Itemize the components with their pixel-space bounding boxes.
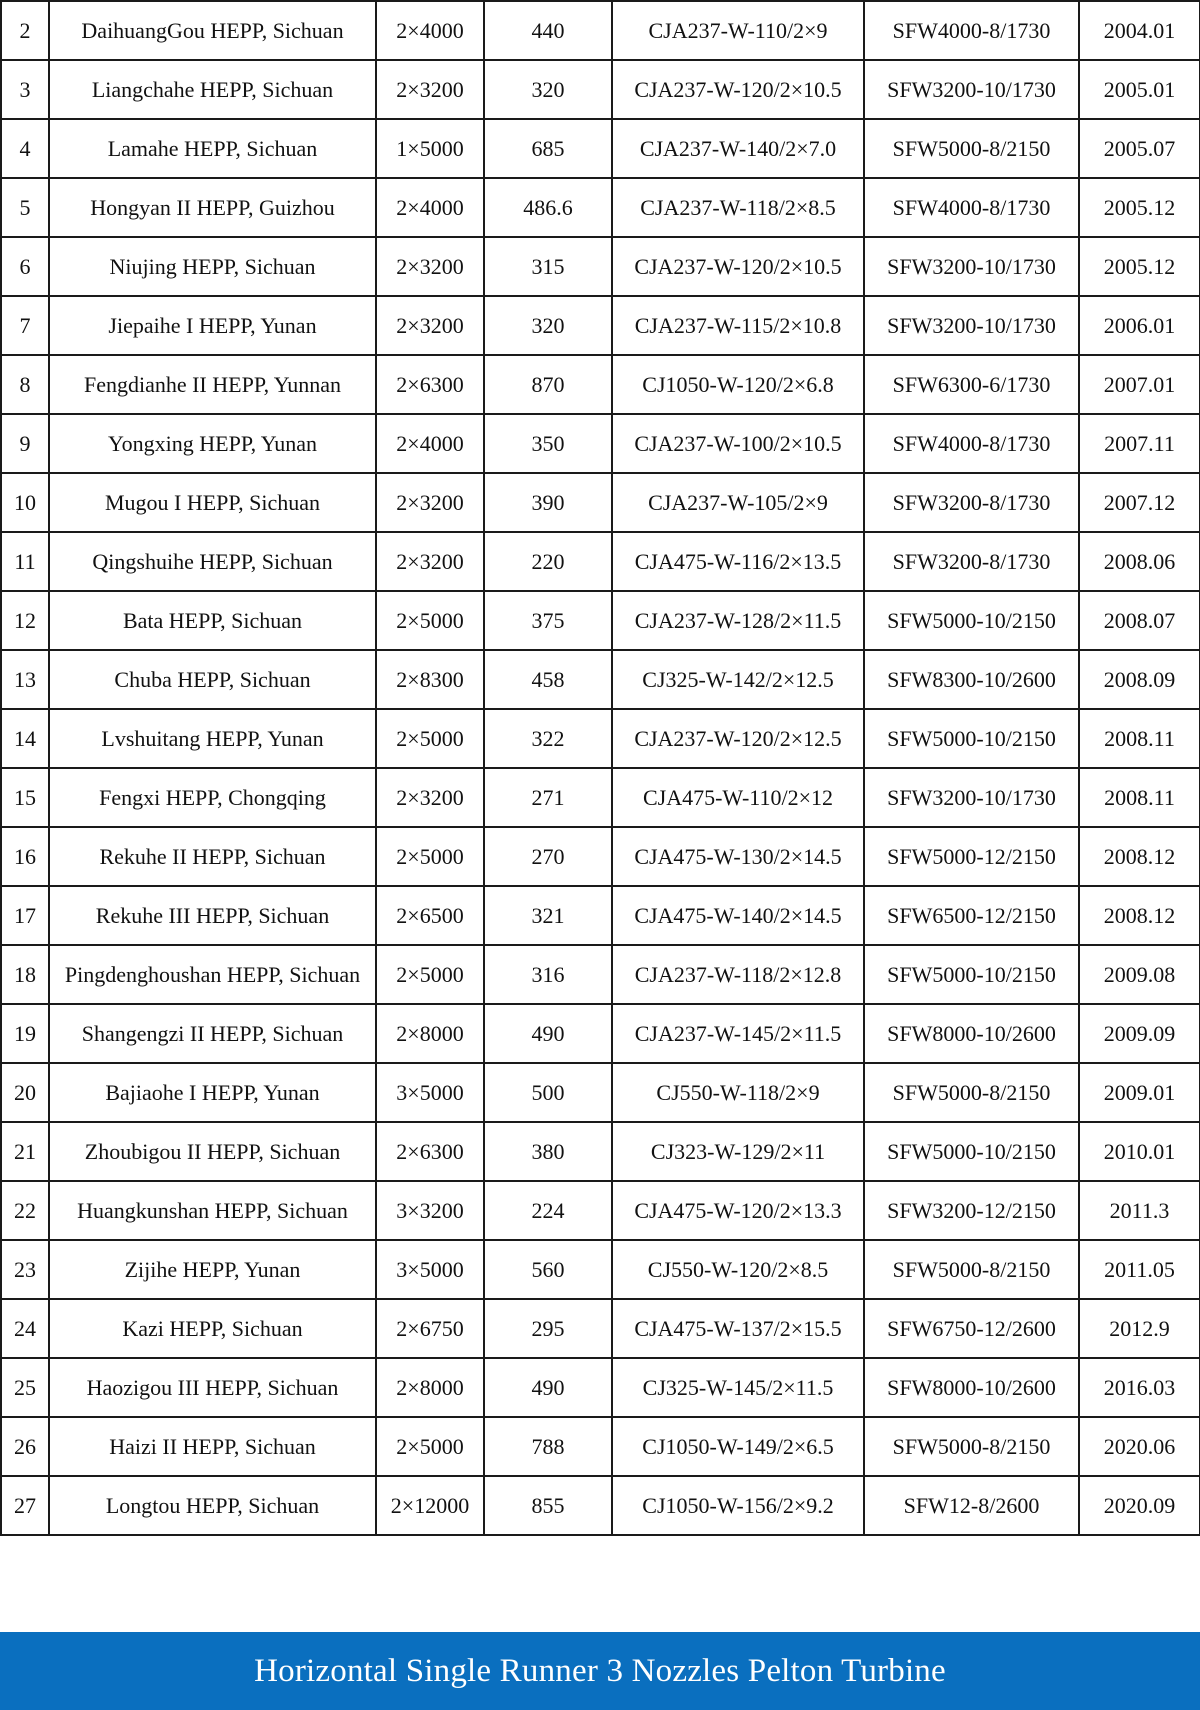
- unit-capacity-cell: 2×5000: [376, 709, 484, 768]
- unit-capacity-cell: 3×5000: [376, 1240, 484, 1299]
- turbine-model-cell: CJ323-W-129/2×11: [612, 1122, 864, 1181]
- commissioning-date-cell: 2007.12: [1079, 473, 1200, 532]
- station-name-cell: Qingshuihe HEPP, Sichuan: [49, 532, 376, 591]
- table-row: [1, 532, 1200, 591]
- commissioning-date-cell: 2008.06: [1079, 532, 1200, 591]
- rated-head-cell: 560: [484, 1240, 612, 1299]
- row-number-cell: 16: [1, 827, 49, 886]
- generator-model-cell: SFW4000-8/1730: [864, 178, 1079, 237]
- commissioning-date-cell: 2008.07: [1079, 591, 1200, 650]
- row-number-cell: 6: [1, 237, 49, 296]
- turbine-model-cell: CJ1050-W-156/2×9.2: [612, 1476, 864, 1535]
- turbine-model-cell: CJA475-W-120/2×13.3: [612, 1181, 864, 1240]
- generator-model-cell: SFW3200-10/1730: [864, 60, 1079, 119]
- station-name-cell: Kazi HEPP, Sichuan: [49, 1299, 376, 1358]
- row-number-cell: 25: [1, 1358, 49, 1417]
- unit-capacity-cell: 2×12000: [376, 1476, 484, 1535]
- row-number-cell: 10: [1, 473, 49, 532]
- row-number-cell: 13: [1, 650, 49, 709]
- rated-head-cell: 490: [484, 1004, 612, 1063]
- table-row: [1, 1299, 1200, 1358]
- station-name-cell: Lvshuitang HEPP, Yunan: [49, 709, 376, 768]
- rated-head-cell: 220: [484, 532, 612, 591]
- commissioning-date-cell: 2016.03: [1079, 1358, 1200, 1417]
- station-name-cell: Mugou I HEPP, Sichuan: [49, 473, 376, 532]
- station-name-cell: Rekuhe III HEPP, Sichuan: [49, 886, 376, 945]
- generator-model-cell: SFW6750-12/2600: [864, 1299, 1079, 1358]
- table-row: [1, 1417, 1200, 1476]
- generator-model-cell: SFW5000-10/2150: [864, 591, 1079, 650]
- commissioning-date-cell: 2008.09: [1079, 650, 1200, 709]
- turbine-model-cell: CJA237-W-145/2×11.5: [612, 1004, 864, 1063]
- commissioning-date-cell: 2007.01: [1079, 355, 1200, 414]
- generator-model-cell: SFW3200-10/1730: [864, 296, 1079, 355]
- unit-capacity-cell: 1×5000: [376, 119, 484, 178]
- rated-head-cell: 685: [484, 119, 612, 178]
- turbine-model-cell: CJA475-W-110/2×12: [612, 768, 864, 827]
- table-row: [1, 827, 1200, 886]
- rated-head-cell: 320: [484, 296, 612, 355]
- unit-capacity-cell: 2×6750: [376, 1299, 484, 1358]
- turbine-model-cell: CJ550-W-120/2×8.5: [612, 1240, 864, 1299]
- rated-head-cell: 458: [484, 650, 612, 709]
- turbine-model-cell: CJA237-W-118/2×8.5: [612, 178, 864, 237]
- unit-capacity-cell: 2×5000: [376, 827, 484, 886]
- unit-capacity-cell: 3×5000: [376, 1063, 484, 1122]
- turbine-model-cell: CJA475-W-116/2×13.5: [612, 532, 864, 591]
- unit-capacity-cell: 2×8000: [376, 1358, 484, 1417]
- table-row: [1, 591, 1200, 650]
- rated-head-cell: 320: [484, 60, 612, 119]
- commissioning-date-cell: 2020.09: [1079, 1476, 1200, 1535]
- turbine-model-cell: CJA237-W-120/2×12.5: [612, 709, 864, 768]
- unit-capacity-cell: 3×3200: [376, 1181, 484, 1240]
- rated-head-cell: 390: [484, 473, 612, 532]
- station-name-cell: Liangchahe HEPP, Sichuan: [49, 60, 376, 119]
- commissioning-date-cell: 2005.12: [1079, 237, 1200, 296]
- generator-model-cell: SFW3200-12/2150: [864, 1181, 1079, 1240]
- row-number-cell: 4: [1, 119, 49, 178]
- table-row: [1, 886, 1200, 945]
- turbine-model-cell: CJA237-W-120/2×10.5: [612, 237, 864, 296]
- row-number-cell: 21: [1, 1122, 49, 1181]
- commissioning-date-cell: 2005.12: [1079, 178, 1200, 237]
- table-row: [1, 237, 1200, 296]
- unit-capacity-cell: 2×3200: [376, 768, 484, 827]
- turbine-model-cell: CJA475-W-130/2×14.5: [612, 827, 864, 886]
- station-name-cell: Fengxi HEPP, Chongqing: [49, 768, 376, 827]
- table-row: [1, 414, 1200, 473]
- commissioning-date-cell: 2005.01: [1079, 60, 1200, 119]
- commissioning-date-cell: 2008.12: [1079, 827, 1200, 886]
- rated-head-cell: 321: [484, 886, 612, 945]
- rated-head-cell: 788: [484, 1417, 612, 1476]
- generator-model-cell: SFW8300-10/2600: [864, 650, 1079, 709]
- rated-head-cell: 375: [484, 591, 612, 650]
- table-row: [1, 650, 1200, 709]
- commissioning-date-cell: 2011.05: [1079, 1240, 1200, 1299]
- turbine-model-cell: CJ550-W-118/2×9: [612, 1063, 864, 1122]
- unit-capacity-cell: 2×5000: [376, 945, 484, 1004]
- row-number-cell: 7: [1, 296, 49, 355]
- table-row: [1, 296, 1200, 355]
- row-number-cell: 24: [1, 1299, 49, 1358]
- rated-head-cell: 870: [484, 355, 612, 414]
- generator-model-cell: SFW3200-8/1730: [864, 532, 1079, 591]
- unit-capacity-cell: 2×3200: [376, 473, 484, 532]
- unit-capacity-cell: 2×6300: [376, 355, 484, 414]
- turbine-model-cell: CJ325-W-142/2×12.5: [612, 650, 864, 709]
- table-row: [1, 1004, 1200, 1063]
- row-number-cell: 14: [1, 709, 49, 768]
- table-row: [1, 1122, 1200, 1181]
- row-number-cell: 8: [1, 355, 49, 414]
- table-row: [1, 355, 1200, 414]
- turbine-model-cell: CJ325-W-145/2×11.5: [612, 1358, 864, 1417]
- generator-model-cell: SFW5000-10/2150: [864, 1122, 1079, 1181]
- station-name-cell: Haizi II HEPP, Sichuan: [49, 1417, 376, 1476]
- table-row: [1, 1063, 1200, 1122]
- row-number-cell: 26: [1, 1417, 49, 1476]
- unit-capacity-cell: 2×3200: [376, 296, 484, 355]
- generator-model-cell: SFW5000-8/2150: [864, 119, 1079, 178]
- unit-capacity-cell: 2×3200: [376, 237, 484, 296]
- station-name-cell: Niujing HEPP, Sichuan: [49, 237, 376, 296]
- turbine-model-cell: CJ1050-W-120/2×6.8: [612, 355, 864, 414]
- station-name-cell: Jiepaihe I HEPP, Yunan: [49, 296, 376, 355]
- row-number-cell: 11: [1, 532, 49, 591]
- row-number-cell: 18: [1, 945, 49, 1004]
- row-number-cell: 22: [1, 1181, 49, 1240]
- generator-model-cell: SFW5000-10/2150: [864, 709, 1079, 768]
- rated-head-cell: 322: [484, 709, 612, 768]
- rated-head-cell: 490: [484, 1358, 612, 1417]
- turbine-model-cell: CJA237-W-100/2×10.5: [612, 414, 864, 473]
- row-number-cell: 12: [1, 591, 49, 650]
- unit-capacity-cell: 2×4000: [376, 1, 484, 60]
- unit-capacity-cell: 2×6300: [376, 1122, 484, 1181]
- commissioning-date-cell: 2009.01: [1079, 1063, 1200, 1122]
- rated-head-cell: 440: [484, 1, 612, 60]
- turbine-model-cell: CJA237-W-128/2×11.5: [612, 591, 864, 650]
- row-number-cell: 17: [1, 886, 49, 945]
- rated-head-cell: 380: [484, 1122, 612, 1181]
- station-name-cell: Rekuhe II HEPP, Sichuan: [49, 827, 376, 886]
- generator-model-cell: SFW5000-8/2150: [864, 1417, 1079, 1476]
- table-row: [1, 709, 1200, 768]
- turbine-model-cell: CJA237-W-140/2×7.0: [612, 119, 864, 178]
- row-number-cell: 15: [1, 768, 49, 827]
- unit-capacity-cell: 2×3200: [376, 60, 484, 119]
- generator-model-cell: SFW8000-10/2600: [864, 1004, 1079, 1063]
- table-row: [1, 60, 1200, 119]
- turbine-model-cell: CJA237-W-118/2×12.8: [612, 945, 864, 1004]
- section-title: Horizontal Single Runner 3 Nozzles Pelton Turbine: [254, 1652, 946, 1689]
- table-row: [1, 945, 1200, 1004]
- station-name-cell: Chuba HEPP, Sichuan: [49, 650, 376, 709]
- turbine-model-cell: CJ1050-W-149/2×6.5: [612, 1417, 864, 1476]
- station-name-cell: Lamahe HEPP, Sichuan: [49, 119, 376, 178]
- unit-capacity-cell: 2×5000: [376, 1417, 484, 1476]
- generator-model-cell: SFW12-8/2600: [864, 1476, 1079, 1535]
- table-row: [1, 1240, 1200, 1299]
- commissioning-date-cell: 2010.01: [1079, 1122, 1200, 1181]
- rated-head-cell: 316: [484, 945, 612, 1004]
- unit-capacity-cell: 2×4000: [376, 178, 484, 237]
- generator-model-cell: SFW5000-8/2150: [864, 1063, 1079, 1122]
- rated-head-cell: 224: [484, 1181, 612, 1240]
- generator-model-cell: SFW8000-10/2600: [864, 1358, 1079, 1417]
- commissioning-date-cell: 2004.01: [1079, 1, 1200, 60]
- generator-model-cell: SFW5000-10/2150: [864, 945, 1079, 1004]
- turbine-model-cell: CJA237-W-120/2×10.5: [612, 60, 864, 119]
- table-row: [1, 1476, 1200, 1535]
- row-number-cell: 19: [1, 1004, 49, 1063]
- rated-head-cell: 350: [484, 414, 612, 473]
- commissioning-date-cell: 2008.11: [1079, 709, 1200, 768]
- turbine-model-cell: CJA475-W-137/2×15.5: [612, 1299, 864, 1358]
- turbine-model-cell: CJA237-W-110/2×9: [612, 1, 864, 60]
- section-banner: [0, 1632, 1200, 1710]
- generator-model-cell: SFW6500-12/2150: [864, 886, 1079, 945]
- table-row: [1, 1181, 1200, 1240]
- generator-model-cell: SFW5000-12/2150: [864, 827, 1079, 886]
- station-name-cell: Shangengzi II HEPP, Sichuan: [49, 1004, 376, 1063]
- turbine-model-cell: CJA237-W-115/2×10.8: [612, 296, 864, 355]
- station-name-cell: DaihuangGou HEPP, Sichuan: [49, 1, 376, 60]
- generator-model-cell: SFW5000-8/2150: [864, 1240, 1079, 1299]
- unit-capacity-cell: 2×8000: [376, 1004, 484, 1063]
- commissioning-date-cell: 2009.08: [1079, 945, 1200, 1004]
- row-number-cell: 2: [1, 1, 49, 60]
- station-name-cell: Bata HEPP, Sichuan: [49, 591, 376, 650]
- table-row: [1, 768, 1200, 827]
- rated-head-cell: 270: [484, 827, 612, 886]
- table-row: [1, 473, 1200, 532]
- table-body: [1, 1, 1200, 1535]
- commissioning-date-cell: 2011.3: [1079, 1181, 1200, 1240]
- generator-model-cell: SFW4000-8/1730: [864, 1, 1079, 60]
- unit-capacity-cell: 2×5000: [376, 591, 484, 650]
- generator-model-cell: SFW3200-8/1730: [864, 473, 1079, 532]
- table-row: [1, 178, 1200, 237]
- row-number-cell: 20: [1, 1063, 49, 1122]
- rated-head-cell: 855: [484, 1476, 612, 1535]
- station-name-cell: Zhoubigou II HEPP, Sichuan: [49, 1122, 376, 1181]
- generator-model-cell: SFW3200-10/1730: [864, 237, 1079, 296]
- rated-head-cell: 295: [484, 1299, 612, 1358]
- rated-head-cell: 271: [484, 768, 612, 827]
- station-name-cell: Longtou HEPP, Sichuan: [49, 1476, 376, 1535]
- rated-head-cell: 315: [484, 237, 612, 296]
- commissioning-date-cell: 2009.09: [1079, 1004, 1200, 1063]
- commissioning-date-cell: 2005.07: [1079, 119, 1200, 178]
- turbine-model-cell: CJA237-W-105/2×9: [612, 473, 864, 532]
- unit-capacity-cell: 2×3200: [376, 532, 484, 591]
- unit-capacity-cell: 2×8300: [376, 650, 484, 709]
- turbine-model-cell: CJA475-W-140/2×14.5: [612, 886, 864, 945]
- row-number-cell: 27: [1, 1476, 49, 1535]
- station-name-cell: Yongxing HEPP, Yunan: [49, 414, 376, 473]
- unit-capacity-cell: 2×6500: [376, 886, 484, 945]
- generator-model-cell: SFW3200-10/1730: [864, 768, 1079, 827]
- commissioning-date-cell: 2012.9: [1079, 1299, 1200, 1358]
- rated-head-cell: 486.6: [484, 178, 612, 237]
- commissioning-date-cell: 2007.11: [1079, 414, 1200, 473]
- unit-capacity-cell: 2×4000: [376, 414, 484, 473]
- row-number-cell: 3: [1, 60, 49, 119]
- station-name-cell: Bajiaohe I HEPP, Yunan: [49, 1063, 376, 1122]
- station-name-cell: Zijihe HEPP, Yunan: [49, 1240, 376, 1299]
- row-number-cell: 23: [1, 1240, 49, 1299]
- commissioning-date-cell: 2020.06: [1079, 1417, 1200, 1476]
- station-name-cell: Haozigou III HEPP, Sichuan: [49, 1358, 376, 1417]
- rated-head-cell: 500: [484, 1063, 612, 1122]
- table-row: [1, 1, 1200, 60]
- station-name-cell: Huangkunshan HEPP, Sichuan: [49, 1181, 376, 1240]
- table-row: [1, 1358, 1200, 1417]
- station-name-cell: Pingdenghoushan HEPP, Sichuan: [49, 945, 376, 1004]
- row-number-cell: 5: [1, 178, 49, 237]
- generator-model-cell: SFW4000-8/1730: [864, 414, 1079, 473]
- row-number-cell: 9: [1, 414, 49, 473]
- commissioning-date-cell: 2008.12: [1079, 886, 1200, 945]
- station-name-cell: Hongyan II HEPP, Guizhou: [49, 178, 376, 237]
- generator-model-cell: SFW6300-6/1730: [864, 355, 1079, 414]
- commissioning-date-cell: 2008.11: [1079, 768, 1200, 827]
- table-row: [1, 119, 1200, 178]
- station-name-cell: Fengdianhe II HEPP, Yunnan: [49, 355, 376, 414]
- commissioning-date-cell: 2006.01: [1079, 296, 1200, 355]
